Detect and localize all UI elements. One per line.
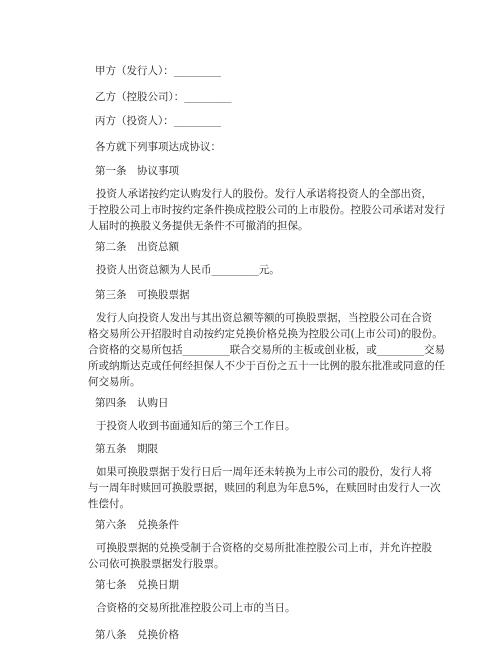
article-title: 期限 — [137, 443, 158, 455]
article-line: 性偿付。 — [88, 498, 130, 510]
article-number: 第四条 — [95, 397, 127, 409]
article-line: 所或纳斯达克或任何经担保人不少于百份之五十一比例的股东批准或同意的任 — [88, 360, 445, 372]
article-6-heading — [95, 518, 179, 532]
article-number: 第二条 — [95, 241, 127, 253]
intro-text: 各方就下列事项达成协议： — [95, 141, 221, 153]
article-line: 与一周年时赎回可换股票据，赎回的利息为年息5%，在赎回时由发行人一次 — [88, 482, 441, 494]
article-title: 协议事项 — [137, 165, 179, 177]
article-6-body — [88, 540, 432, 572]
article-2-heading — [95, 240, 179, 254]
article-line: 合资格的交易所包括_________联合交易所的主板或创业板，或_________交易 — [88, 344, 445, 356]
article-title: 兑换价格 — [137, 629, 179, 641]
article-title: 兑换日期 — [137, 579, 179, 591]
article-number: 第五条 — [95, 443, 127, 455]
article-line: 投资人出资总额为人民币_________元。 — [96, 264, 280, 276]
article-number: 第七条 — [95, 579, 127, 591]
article-1-heading — [95, 164, 179, 178]
article-line: 于控股公司上市时按约定条件换成控股公司的上市股份。控股公司承诺对发行 — [88, 204, 445, 216]
party-a-line: 甲方（发行人）：_________ — [95, 65, 221, 77]
article-5-body — [88, 464, 441, 512]
article-number: 第八条 — [95, 629, 127, 641]
article-title: 可换股票据 — [137, 289, 190, 301]
article-line: 格交易所公开招股时自动按约定兑换价格兑换为控股公司(上市公司)的股份。 — [88, 328, 443, 340]
article-3-body — [88, 310, 445, 390]
article-4-body — [88, 418, 428, 434]
article-line: 合资格的交易所批准控股公司上市的当日。 — [96, 602, 296, 614]
article-number: 第一条 — [95, 165, 127, 177]
article-line: 公司依可换股票据发行股票。 — [88, 558, 225, 570]
article-title: 认购日 — [137, 397, 169, 409]
party-b-line: 乙方（控股公司）：_________ — [95, 91, 232, 103]
article-title: 出资总额 — [137, 241, 179, 253]
article-line: 何交易所。 — [88, 376, 141, 388]
article-line: 如果可换股票据于发行日后一周年还未转换为上市公司的股份，发行人将 — [96, 466, 432, 478]
article-3-heading — [95, 288, 190, 302]
article-1-body — [88, 186, 445, 234]
article-2-body — [88, 262, 428, 278]
article-line: 于投资人收到书面通知后的第三个工作日。 — [96, 420, 296, 432]
article-4-heading — [95, 396, 169, 410]
article-5-heading — [95, 442, 158, 456]
article-line: 投资人承诺按约定认购发行人的股份。发行人承诺将投资人的全部出资， — [96, 188, 432, 200]
article-7-heading — [95, 578, 179, 592]
article-7-body — [88, 600, 428, 616]
article-line: 人届时的换股义务提供无条件不可撤消的担保。 — [88, 220, 309, 232]
article-line: 发行人向投资人发出与其出资总额等额的可换股票据，当控股公司在合资 — [96, 312, 432, 324]
article-line: 可换股票据的兑换受制于合资格的交易所批准控股公司上市，并允许控股 — [96, 542, 432, 554]
article-8-heading — [95, 628, 179, 642]
party-c-line: 丙方（投资人）：_________ — [95, 115, 221, 127]
article-number: 第六条 — [95, 519, 127, 531]
article-title: 兑换条件 — [137, 519, 179, 531]
article-number: 第三条 — [95, 289, 127, 301]
